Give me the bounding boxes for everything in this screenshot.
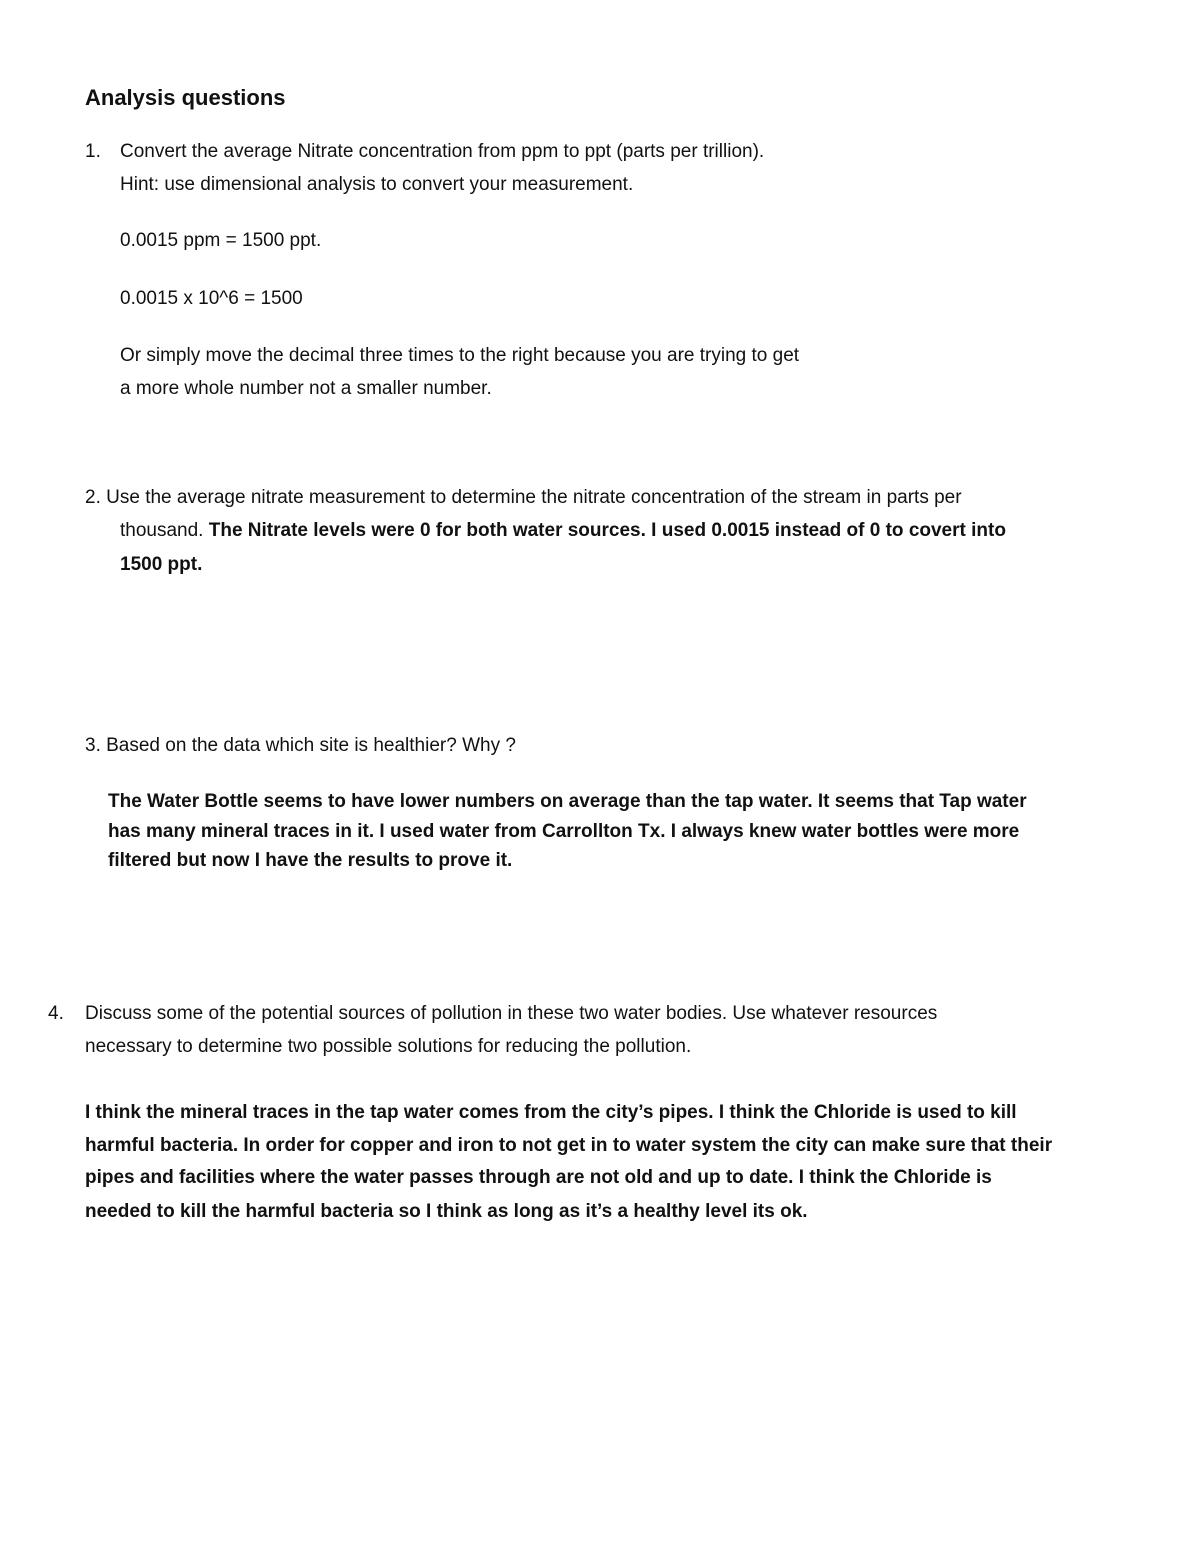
q4-number: 4. [48,1003,64,1024]
q2-line2 [120,520,1006,542]
q4-answer-line2: harmful bacteria. In order for copper and iron to not get in to water system the city can make sure that their [85,1135,1053,1156]
q1-answer-line2: 0.0015 x 10^6 = 1500 [120,288,303,309]
q4-question-line2: necessary to determine two possible solutions for reducing the pollution. [85,1036,692,1057]
q4-answer-line3: pipes and facilities where the water passes through are not old and up to date. I think the Chloride is [85,1167,992,1188]
q1-answer-line3: Or simply move the decimal three times to the right because you are trying to get [120,345,800,366]
q1-answer-line1: 0.0015 ppm = 1500 ppt. [120,230,322,251]
q3-question: 3. Based on the data which site is healthier? Why ? [85,735,516,756]
q1-number: 1. [85,141,101,162]
q2-question-line2: thousand. [120,520,204,541]
q3-answer-line2: has many mineral traces in it. I used water from Carrollton Tx. I always knew water bottles were more [108,821,1020,842]
q3-answer-line1: The Water Bottle seems to have lower numbers on average than the tap water. It seems that Tap water [108,791,1027,812]
page-title: Analysis questions [85,85,286,110]
q4-question-line1: Discuss some of the potential sources of pollution in these two water bodies. Use whatever resources [85,1003,938,1024]
q4-answer-line4: needed to kill the harmful bacteria so I think as long as it’s a healthy level its ok. [85,1201,808,1222]
q1-answer-line4: a more whole number not a smaller number. [120,378,492,399]
q2-answer-line1: The Nitrate levels were 0 for both water sources. I used 0.0015 instead of 0 to covert into [203,520,1006,541]
q1-question-line1: Convert the average Nitrate concentration from ppm to ppt (parts per trillion). [120,141,765,162]
q2-question-line1: 2. Use the average nitrate measurement to determine the nitrate concentration of the stream in parts per [85,487,962,508]
q4-answer-line1: I think the mineral traces in the tap water comes from the city’s pipes. I think the Chloride is used to kill [85,1102,1017,1123]
q2-answer-line2: 1500 ppt. [120,554,203,575]
q3-answer-line3: filtered but now I have the results to prove it. [108,850,513,871]
q1-question-line2: Hint: use dimensional analysis to convert your measurement. [120,174,634,195]
